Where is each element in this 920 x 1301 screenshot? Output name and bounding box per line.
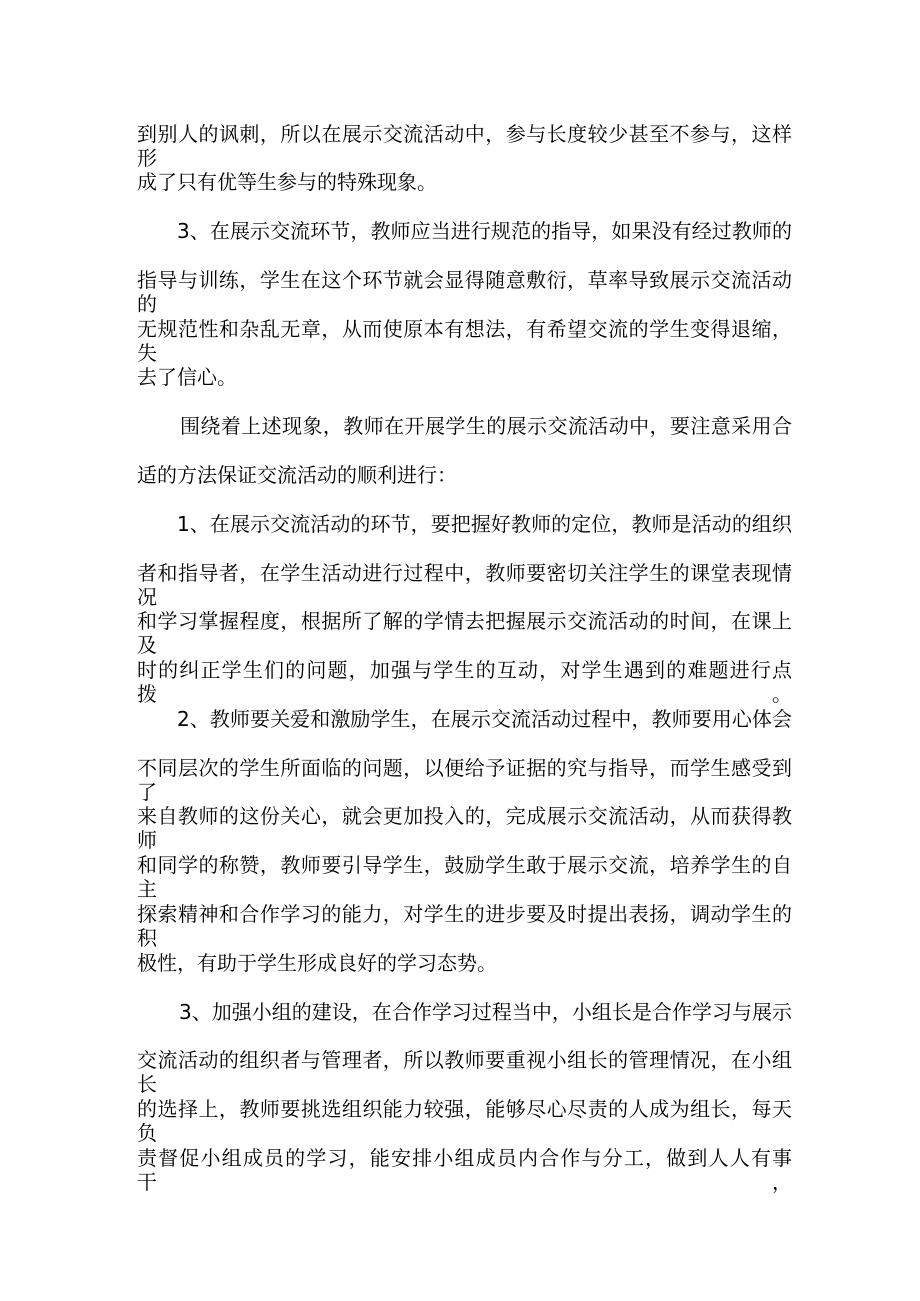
text-line: 指导与训练，学生在这个环节就会显得随意敷衍，草率导致展示交流活动的 — [137, 268, 792, 316]
text-line: 成了只有优等生参与的特殊现象。 — [137, 170, 437, 194]
text-line: 和学习掌握程度，根据所了解的学情去把握展示交流活动的时间，在课上及 — [137, 609, 792, 657]
text-line: 3、加强小组的建设，在合作学习过程当中，小组长是合作学习与展示 — [179, 1000, 792, 1024]
text-line: 极性，有助于学生形成良好的学习态势。 — [137, 951, 497, 975]
text-line: 去了信心。 — [137, 365, 237, 389]
text-line: 1、在展示交流活动的环节，要把握好教师的定位，教师是活动的组织 — [177, 512, 792, 536]
text-line: 适的方法保证交流活动的顺利进行： — [137, 463, 457, 487]
text-line: 无规范性和杂乱无章，从而使原本有想法，有希望交流的学生变得退缩，失 — [137, 317, 792, 365]
text-line: 时的纠正学生们的问题，加强与学生的互动，对学生遇到的难题进行点拨。 — [137, 658, 792, 706]
text-line: 探索精神和合作学习的能力，对学生的进步要及时提出表扬，调动学生的积 — [137, 902, 792, 950]
text-line: 2、教师要关爱和激励学生，在展示交流活动过程中，教师要用心体会 — [177, 707, 792, 731]
text-line: 不同层次的学生所面临的问题，以便给予证据的究与指导，而学生感受到了 — [137, 756, 792, 804]
text-line: 到别人的讽刺，所以在展示交流活动中，参与长度较少甚至不参与，这样形 — [137, 122, 792, 170]
text-line: 责督促小组成员的学习，能安排小组成员内合作与分工，做到人人有事干， — [137, 1146, 792, 1194]
text-line: 的选择上，教师要挑选组织能力较强，能够尽心尽责的人成为组长，每天负 — [137, 1097, 792, 1145]
text-line: 围绕着上述现象，教师在开展学生的展示交流活动中，要注意采用合 — [180, 414, 792, 438]
text-line: 和同学的称赞，教师要引导学生，鼓励学生敢于展示交流，培养学生的自主 — [137, 853, 792, 901]
text-line: 交流活动的组织者与管理者，所以教师要重视小组长的管理情况，在小组长 — [137, 1048, 792, 1096]
text-line: 来自教师的这份关心，就会更加投入的，完成展示交流活动，从而获得教师 — [137, 804, 792, 852]
text-line: 3、在展示交流环节，教师应当进行规范的指导，如果没有经过教师的 — [177, 219, 792, 243]
text-line: 者和指导者，在学生活动进行过程中，教师要密切关注学生的课堂表现情况 — [137, 561, 792, 609]
